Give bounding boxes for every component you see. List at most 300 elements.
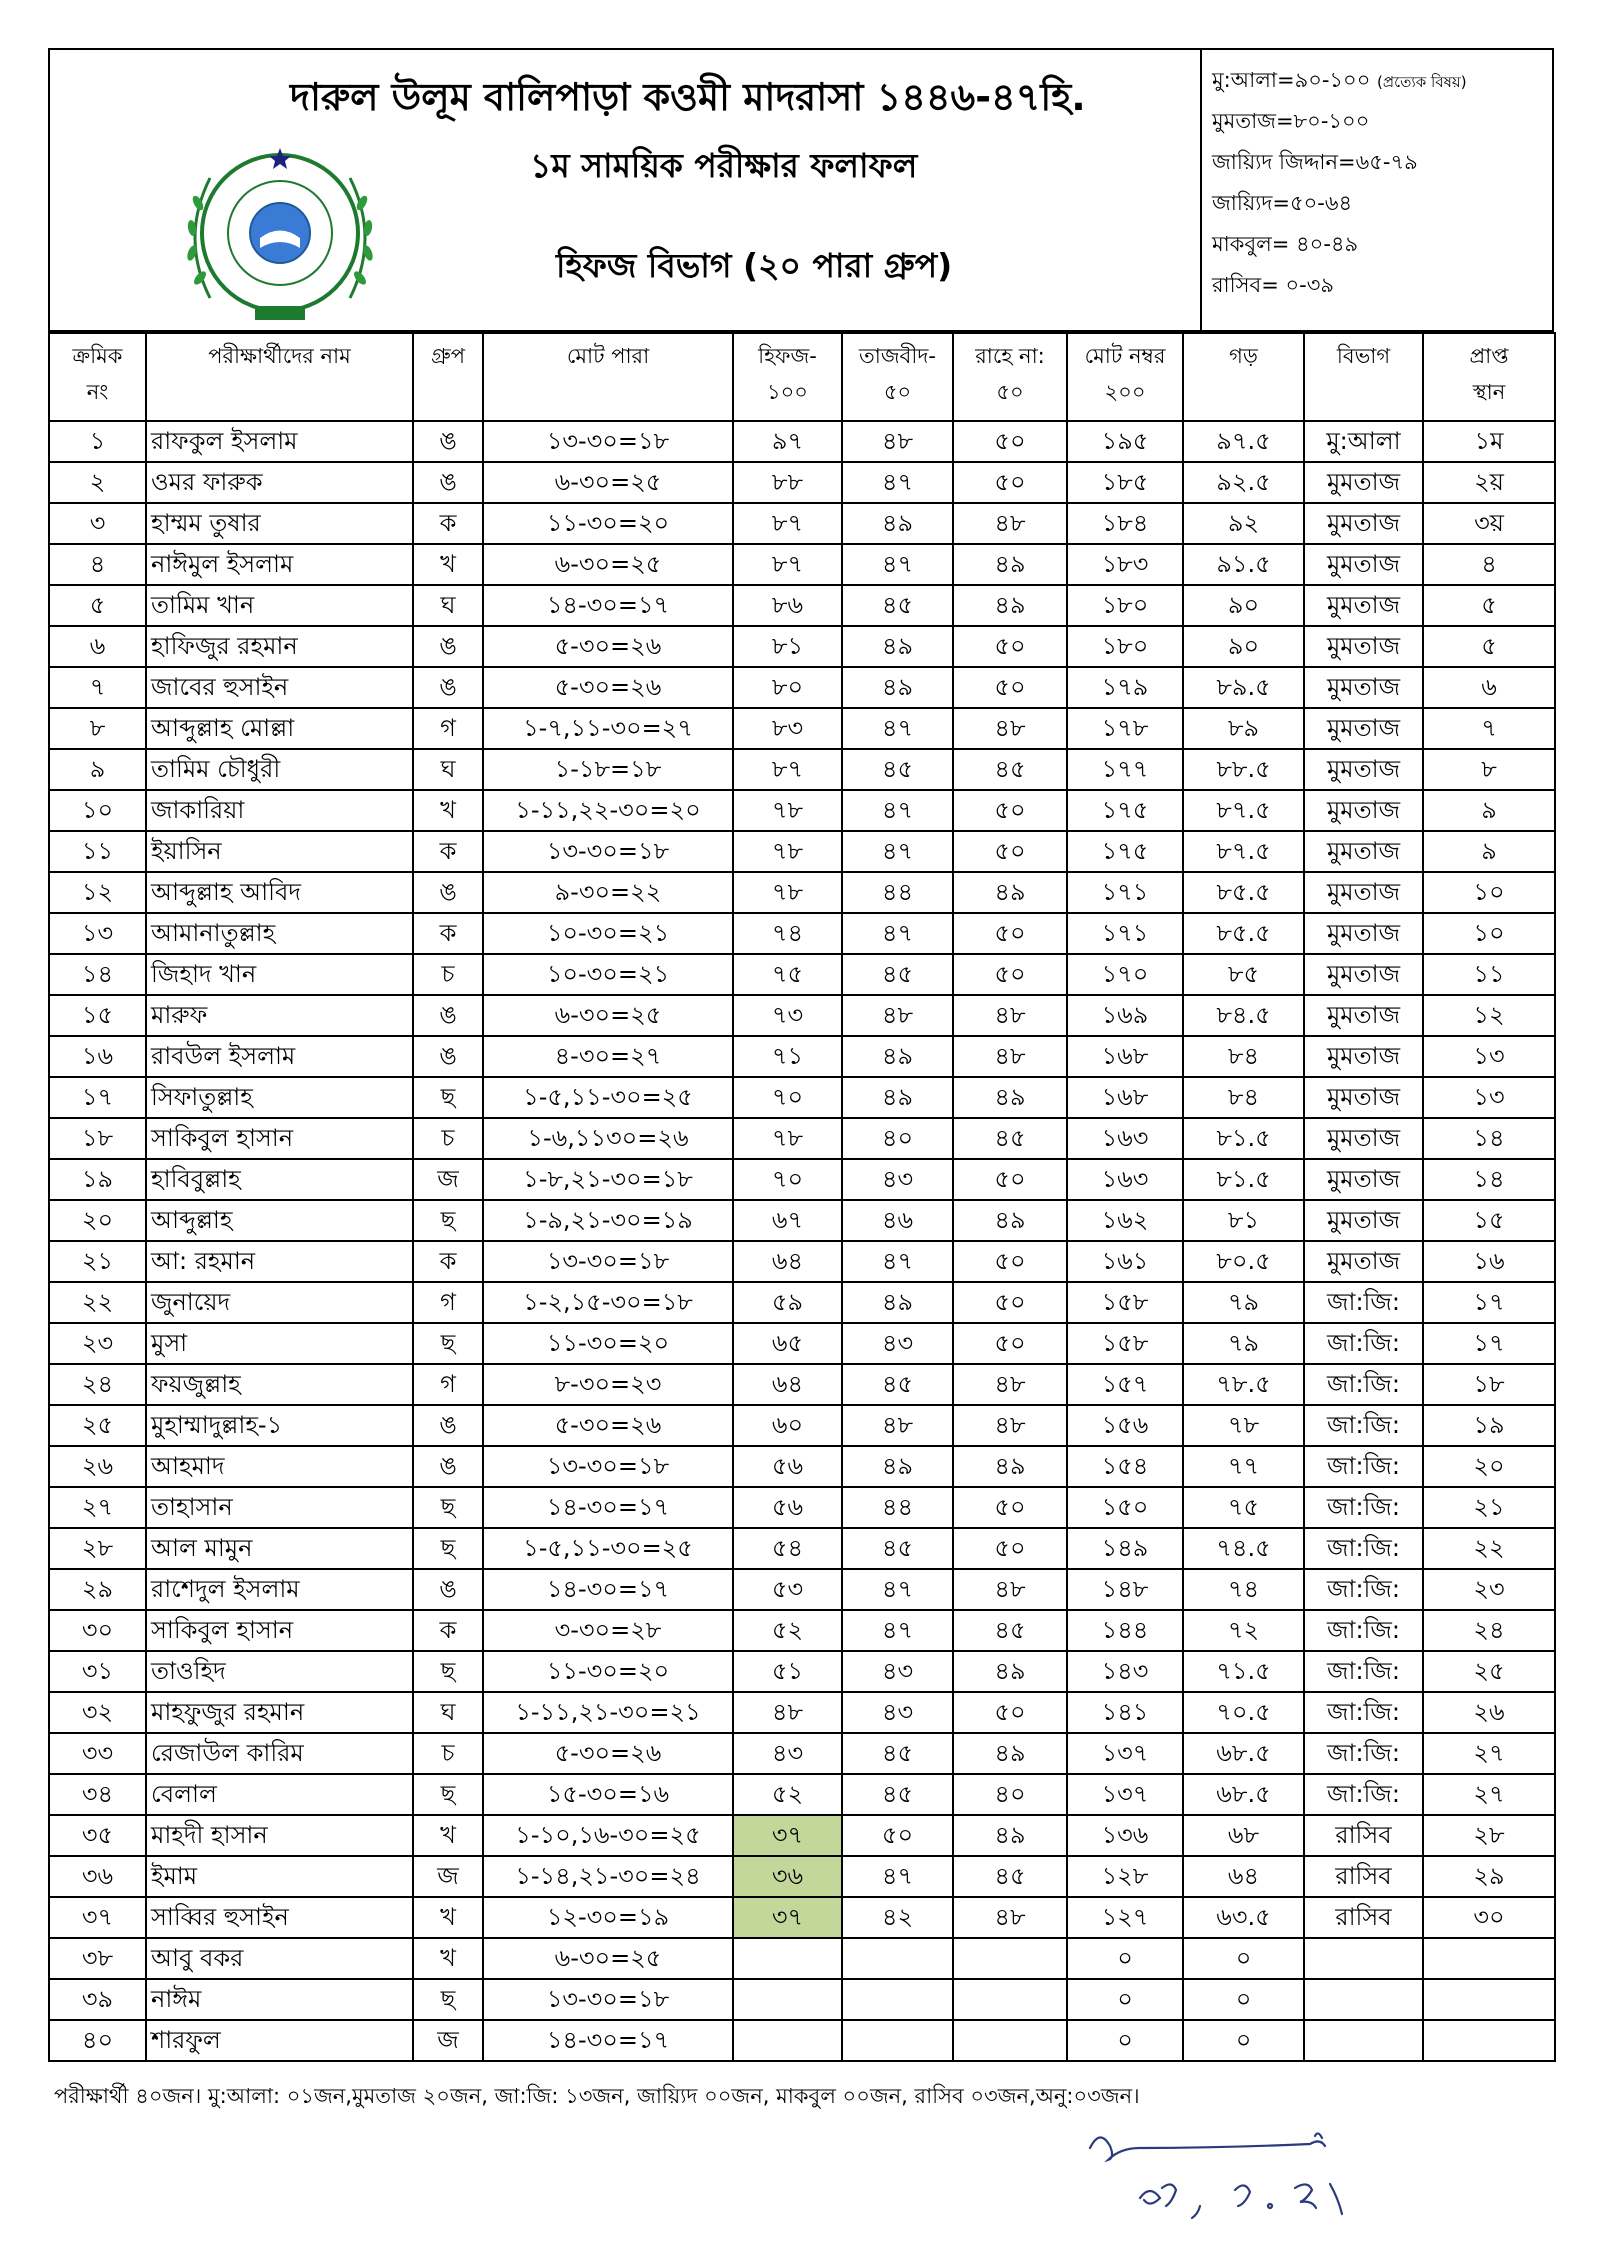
cell-total: ১৬১ (1067, 1241, 1183, 1282)
cell-average: ৮৫ (1183, 954, 1304, 995)
cell-group: ঙ (413, 995, 483, 1036)
cell-tajwid: ৪৯ (842, 1077, 953, 1118)
cell-division: জা:জি: (1304, 1446, 1423, 1487)
cell-name: সাকিবুল হাসান (146, 1118, 413, 1159)
cell-group: ঘ (413, 749, 483, 790)
cell-hifz: ৮৭ (733, 503, 842, 544)
cell-hifz: ৫২ (733, 1774, 842, 1815)
col-header-division: বিভাগ (1304, 333, 1423, 421)
cell-serial: ১ (49, 421, 146, 462)
cell-rahe: ৪৯ (953, 1446, 1067, 1487)
cell-para: ১৫-৩০=১৬ (483, 1774, 733, 1815)
table-row (49, 1159, 1555, 1200)
cell-division: মুমতাজ (1304, 1200, 1423, 1241)
cell-group: ছ (413, 1077, 483, 1118)
cell-group: ঘ (413, 1692, 483, 1733)
cell-division: মুমতাজ (1304, 626, 1423, 667)
results-table (48, 332, 1556, 2062)
grade-line: জায়্যিদ জিদ্দান=৬৫-৭৯ (1212, 150, 1418, 174)
cell-total: ১৮৪ (1067, 503, 1183, 544)
cell-serial: ৩০ (49, 1610, 146, 1651)
cell-tajwid: ৪৯ (842, 1446, 953, 1487)
cell-name: জাবের হুসাইন (146, 667, 413, 708)
table-row (49, 1774, 1555, 1815)
cell-hifz: ৫২ (733, 1610, 842, 1651)
table-row (49, 626, 1555, 667)
cell-name: বেলাল (146, 1774, 413, 1815)
table-row (49, 1200, 1555, 1241)
cell-group: ছ (413, 1979, 483, 2020)
cell-rahe (953, 1938, 1067, 1979)
cell-hifz: ৭১ (733, 1036, 842, 1077)
cell-para: ১৩-৩০=১৮ (483, 421, 733, 462)
cell-total: ১৮০ (1067, 626, 1183, 667)
cell-tajwid: ৪৩ (842, 1692, 953, 1733)
cell-group: ঙ (413, 1036, 483, 1077)
cell-total: ১৭৫ (1067, 790, 1183, 831)
cell-name: তামিম চৌধুরী (146, 749, 413, 790)
cell-total: ১৩৭ (1067, 1733, 1183, 1774)
cell-division: মুমতাজ (1304, 462, 1423, 503)
cell-name: সাব্বির হুসাইন (146, 1897, 413, 1938)
cell-group: গ (413, 1282, 483, 1323)
cell-serial: ২৬ (49, 1446, 146, 1487)
cell-rahe: ৪৯ (953, 585, 1067, 626)
cell-serial: ১৩ (49, 913, 146, 954)
cell-tajwid: ৪৮ (842, 995, 953, 1036)
cell-serial: ১৭ (49, 1077, 146, 1118)
cell-total: ০ (1067, 2020, 1183, 2061)
cell-rahe: ৫০ (953, 913, 1067, 954)
cell-rank: ১৩ (1423, 1077, 1555, 1118)
table-row (49, 667, 1555, 708)
cell-name: মুহাম্মাদুল্লাহ-১ (146, 1405, 413, 1446)
cell-division: মুমতাজ (1304, 1241, 1423, 1282)
cell-rank: ১৬ (1423, 1241, 1555, 1282)
cell-name: হাফিজুর রহমান (146, 626, 413, 667)
cell-hifz: ৭৩ (733, 995, 842, 1036)
cell-group: ছ (413, 1200, 483, 1241)
cell-total: ১২৮ (1067, 1856, 1183, 1897)
cell-division: মুমতাজ (1304, 954, 1423, 995)
cell-serial: ১৮ (49, 1118, 146, 1159)
cell-group: খ (413, 1815, 483, 1856)
cell-tajwid (842, 1979, 953, 2020)
cell-hifz (733, 2020, 842, 2061)
cell-tajwid: ৪৫ (842, 1364, 953, 1405)
cell-average: ৮১ (1183, 1200, 1304, 1241)
table-row (49, 1405, 1555, 1446)
cell-average: ৮৮.৫ (1183, 749, 1304, 790)
table-row (49, 421, 1555, 462)
cell-group: জ (413, 1856, 483, 1897)
cell-total: ১৪৮ (1067, 1569, 1183, 1610)
table-row (49, 1815, 1555, 1856)
cell-division: জা:জি: (1304, 1774, 1423, 1815)
cell-average: ৮৯ (1183, 708, 1304, 749)
cell-tajwid: ৪৩ (842, 1651, 953, 1692)
cell-division: রাসিব (1304, 1897, 1423, 1938)
cell-name: রাফকুল ইসলাম (146, 421, 413, 462)
cell-total: ১৭৯ (1067, 667, 1183, 708)
cell-average: ৯০ (1183, 585, 1304, 626)
cell-division: রাসিব (1304, 1856, 1423, 1897)
cell-total: ১৬৮ (1067, 1077, 1183, 1118)
cell-hifz: ৮৭ (733, 749, 842, 790)
cell-rahe: ৪৯ (953, 1733, 1067, 1774)
cell-para: ১১-৩০=২০ (483, 1651, 733, 1692)
cell-average: ৮০.৫ (1183, 1241, 1304, 1282)
cell-rank: ২৯ (1423, 1856, 1555, 1897)
cell-total: ১৭১ (1067, 913, 1183, 954)
cell-name: সিফাতুল্লাহ (146, 1077, 413, 1118)
cell-total: ১৩৭ (1067, 1774, 1183, 1815)
cell-division: মুমতাজ (1304, 667, 1423, 708)
cell-tajwid: ৪৫ (842, 585, 953, 626)
cell-group: ক (413, 831, 483, 872)
cell-hifz (733, 1979, 842, 2020)
cell-rahe: ৪৮ (953, 995, 1067, 1036)
grade-scale-box (1200, 48, 1554, 332)
cell-division: জা:জি: (1304, 1282, 1423, 1323)
cell-para: ১৩-৩০=১৮ (483, 831, 733, 872)
cell-para: ১১-৩০=২০ (483, 503, 733, 544)
cell-para: ১৩-৩০=১৮ (483, 1241, 733, 1282)
col-header-total: মোট নম্বর ২০০ (1067, 333, 1183, 421)
cell-rank (1423, 1938, 1555, 1979)
cell-average: ৭৮ (1183, 1405, 1304, 1446)
cell-group: খ (413, 544, 483, 585)
cell-group: ক (413, 1610, 483, 1651)
cell-division: মুমতাজ (1304, 544, 1423, 585)
cell-division: মুমতাজ (1304, 790, 1423, 831)
cell-rahe: ৪৮ (953, 1036, 1067, 1077)
cell-average: ৯৭.৫ (1183, 421, 1304, 462)
cell-serial: ৩৩ (49, 1733, 146, 1774)
cell-tajwid (842, 2020, 953, 2061)
table-row (49, 1856, 1555, 1897)
cell-para: ১৩-৩০=১৮ (483, 1979, 733, 2020)
cell-serial: ২৫ (49, 1405, 146, 1446)
cell-rank: ২১ (1423, 1487, 1555, 1528)
cell-serial: ৩৭ (49, 1897, 146, 1938)
cell-para: ১৩-৩০=১৮ (483, 1446, 733, 1487)
cell-hifz: ৫৩ (733, 1569, 842, 1610)
cell-rahe: ৪৯ (953, 1200, 1067, 1241)
cell-name: ইয়াসিন (146, 831, 413, 872)
cell-group: ঙ (413, 1569, 483, 1610)
cell-rahe: ৪০ (953, 1774, 1067, 1815)
cell-rahe: ৫০ (953, 1241, 1067, 1282)
cell-division: জা:জি: (1304, 1323, 1423, 1364)
cell-average: ৮৭.৫ (1183, 831, 1304, 872)
cell-total: ১২৭ (1067, 1897, 1183, 1938)
cell-division: জা:জি: (1304, 1528, 1423, 1569)
table-row (49, 1528, 1555, 1569)
cell-tajwid: ৪৮ (842, 1405, 953, 1446)
cell-tajwid: ৪৯ (842, 1282, 953, 1323)
cell-total: ১৯৫ (1067, 421, 1183, 462)
cell-average: ৭৯ (1183, 1323, 1304, 1364)
cell-para: ১১-৩০=২০ (483, 1323, 733, 1364)
cell-serial: ৩ (49, 503, 146, 544)
cell-hifz: ৬৪ (733, 1241, 842, 1282)
department-title: হিফজ বিভাগ (২০ পারা গ্রুপ) (556, 246, 953, 285)
cell-hifz: ৭৮ (733, 1118, 842, 1159)
cell-rahe: ৫০ (953, 790, 1067, 831)
cell-serial: ২৭ (49, 1487, 146, 1528)
table-row (49, 1979, 1555, 2020)
table-row (49, 872, 1555, 913)
cell-average: ৭৭ (1183, 1446, 1304, 1487)
cell-total: ১৫৮ (1067, 1282, 1183, 1323)
table-row (49, 462, 1555, 503)
table-row (49, 585, 1555, 626)
cell-rank: ১১ (1423, 954, 1555, 995)
cell-group: চ (413, 954, 483, 995)
cell-name: আব্দুল্লাহ আবিদ (146, 872, 413, 913)
cell-name: জাকারিয়া (146, 790, 413, 831)
table-row (49, 954, 1555, 995)
cell-name: আমানাতুল্লাহ (146, 913, 413, 954)
cell-serial: ১১ (49, 831, 146, 872)
cell-rank: ১৭ (1423, 1282, 1555, 1323)
cell-para: ১-১০,১৬-৩০=২৫ (483, 1815, 733, 1856)
cell-total: ১৫৬ (1067, 1405, 1183, 1446)
cell-total: ১৬৩ (1067, 1118, 1183, 1159)
cell-tajwid: ৪০ (842, 1118, 953, 1159)
cell-para: ৫-৩০=২৬ (483, 626, 733, 667)
cell-hifz: ৭৮ (733, 790, 842, 831)
cell-rank: ১৪ (1423, 1159, 1555, 1200)
cell-division: জা:জি: (1304, 1610, 1423, 1651)
cell-para: ৫-৩০=২৬ (483, 667, 733, 708)
cell-group: খ (413, 790, 483, 831)
cell-division: মুমতাজ (1304, 503, 1423, 544)
cell-division: রাসিব (1304, 1815, 1423, 1856)
cell-tajwid: ৪৯ (842, 667, 953, 708)
cell-serial: ১৫ (49, 995, 146, 1036)
cell-total: ১৪৯ (1067, 1528, 1183, 1569)
cell-serial: ১৯ (49, 1159, 146, 1200)
cell-average: ৮১.৫ (1183, 1159, 1304, 1200)
cell-serial: ৩৯ (49, 1979, 146, 2020)
cell-rahe: ৫০ (953, 831, 1067, 872)
table-row (49, 503, 1555, 544)
cell-average: ০ (1183, 2020, 1304, 2061)
summary-footer: পরীক্ষার্থী ৪০জন। মু:আলা: ০১জন,মুমতাজ ২০জন, জা:জি: ১৩জন, জায়্যিদ ০০জন, মাকবুল ০০জন, রাসিব ০৩জন,অনু:০৩জন। (54, 2084, 1140, 2108)
cell-rank: ৯ (1423, 831, 1555, 872)
grade-line: মাকবুল= ৪০-৪৯ (1212, 232, 1359, 256)
cell-hifz: ৮৩ (733, 708, 842, 749)
cell-average: ৭০.৫ (1183, 1692, 1304, 1733)
cell-rank: ১২ (1423, 995, 1555, 1036)
cell-average: ৯০ (1183, 626, 1304, 667)
cell-name: সাকিবুল হাসান (146, 1610, 413, 1651)
cell-group: গ (413, 708, 483, 749)
table-row (49, 708, 1555, 749)
cell-group: গ (413, 1364, 483, 1405)
cell-rahe: ৪৫ (953, 1856, 1067, 1897)
cell-tajwid: ৫০ (842, 1815, 953, 1856)
cell-rahe (953, 1979, 1067, 2020)
cell-para: ১-১১,২২-৩০=২০ (483, 790, 733, 831)
table-row (49, 1323, 1555, 1364)
cell-rahe: ৫০ (953, 667, 1067, 708)
table-row (49, 1118, 1555, 1159)
cell-group: ঙ (413, 462, 483, 503)
cell-division (1304, 2020, 1423, 2061)
results-body (49, 421, 1555, 2061)
cell-serial: ৯ (49, 749, 146, 790)
cell-division: মুমতাজ (1304, 913, 1423, 954)
table-row (49, 1077, 1555, 1118)
cell-rahe: ৪৮ (953, 708, 1067, 749)
cell-total: ১৭০ (1067, 954, 1183, 995)
cell-hifz: ৮৮ (733, 462, 842, 503)
cell-tajwid: ৪৭ (842, 1569, 953, 1610)
cell-name: শারফুল (146, 2020, 413, 2061)
cell-division: মুমতাজ (1304, 585, 1423, 626)
cell-average: ৯১.৫ (1183, 544, 1304, 585)
cell-name: রাশেদুল ইসলাম (146, 1569, 413, 1610)
table-row (49, 1364, 1555, 1405)
table-row (49, 1610, 1555, 1651)
cell-division: মুমতাজ (1304, 1077, 1423, 1118)
cell-total: ১৬২ (1067, 1200, 1183, 1241)
table-row (49, 1651, 1555, 1692)
cell-para: ১-১৪,২১-৩০=২৪ (483, 1856, 733, 1897)
cell-name: তাহাসান (146, 1487, 413, 1528)
cell-serial: ৫ (49, 585, 146, 626)
cell-serial: ৩৫ (49, 1815, 146, 1856)
cell-total: ১৫৪ (1067, 1446, 1183, 1487)
cell-tajwid: ৪২ (842, 1897, 953, 1938)
cell-serial: ২ (49, 462, 146, 503)
table-header-row (49, 333, 1555, 421)
cell-rahe: ৪৯ (953, 1651, 1067, 1692)
cell-name: আহমাদ (146, 1446, 413, 1487)
cell-para: ৬-৩০=২৫ (483, 544, 733, 585)
cell-division: মুমতাজ (1304, 708, 1423, 749)
madrasa-logo-emblem (170, 128, 390, 338)
cell-division: মুমতাজ (1304, 1159, 1423, 1200)
cell-para: ৫-৩০=২৬ (483, 1405, 733, 1446)
cell-tajwid: ৪৭ (842, 544, 953, 585)
cell-hifz: ৫৬ (733, 1446, 842, 1487)
cell-group: ক (413, 1241, 483, 1282)
cell-total: ১৫৮ (1067, 1323, 1183, 1364)
cell-name: জিহাদ খান (146, 954, 413, 995)
cell-para: ১-১৮=১৮ (483, 749, 733, 790)
cell-division: জা:জি: (1304, 1651, 1423, 1692)
cell-division: মুমতাজ (1304, 749, 1423, 790)
cell-serial: ২৯ (49, 1569, 146, 1610)
cell-tajwid: ৪৯ (842, 503, 953, 544)
cell-division: মুমতাজ (1304, 995, 1423, 1036)
cell-rahe: ৪৯ (953, 1815, 1067, 1856)
cell-rahe: ৪৮ (953, 1569, 1067, 1610)
cell-group: ঙ (413, 667, 483, 708)
handwritten-signature (1080, 2118, 1400, 2228)
cell-average: ৮১.৫ (1183, 1118, 1304, 1159)
cell-average: ৮৯.৫ (1183, 667, 1304, 708)
cell-hifz: ৬৫ (733, 1323, 842, 1364)
cell-name: ইমাম (146, 1856, 413, 1897)
cell-rank: ২০ (1423, 1446, 1555, 1487)
cell-hifz: ৫৯ (733, 1282, 842, 1323)
cell-para: ১-৮,২১-৩০=১৮ (483, 1159, 733, 1200)
cell-average: ৮৪.৫ (1183, 995, 1304, 1036)
table-row (49, 790, 1555, 831)
cell-tajwid: ৪৭ (842, 1241, 953, 1282)
cell-group: ক (413, 503, 483, 544)
cell-tajwid: ৪৩ (842, 1323, 953, 1364)
cell-total: ১৫০ (1067, 1487, 1183, 1528)
cell-tajwid: ৪৫ (842, 954, 953, 995)
cell-division: জা:জি: (1304, 1692, 1423, 1733)
cell-name: আল মামুন (146, 1528, 413, 1569)
cell-average: ৬৪ (1183, 1856, 1304, 1897)
cell-rahe: ৪৫ (953, 1118, 1067, 1159)
cell-para: ১-২,১৫-৩০=১৮ (483, 1282, 733, 1323)
cell-tajwid: ৪৬ (842, 1200, 953, 1241)
cell-total: ১৬৩ (1067, 1159, 1183, 1200)
cell-tajwid: ৪৫ (842, 1733, 953, 1774)
cell-rahe: ৫০ (953, 421, 1067, 462)
cell-group: খ (413, 1938, 483, 1979)
cell-name: জুনায়েদ (146, 1282, 413, 1323)
cell-hifz: ৫৬ (733, 1487, 842, 1528)
cell-tajwid: ৪৩ (842, 1159, 953, 1200)
cell-serial: ৮ (49, 708, 146, 749)
cell-total: ১৪৪ (1067, 1610, 1183, 1651)
cell-serial: ৬ (49, 626, 146, 667)
cell-group: জ (413, 1159, 483, 1200)
cell-rahe: ৫০ (953, 1159, 1067, 1200)
cell-hifz: ৭০ (733, 1077, 842, 1118)
cell-serial: ৩৪ (49, 1774, 146, 1815)
cell-tajwid: ৪৭ (842, 1610, 953, 1651)
cell-para: ১৪-৩০=১৭ (483, 1487, 733, 1528)
cell-name: মারুফ (146, 995, 413, 1036)
cell-rank: ১ম (1423, 421, 1555, 462)
cell-rahe: ৪৯ (953, 544, 1067, 585)
cell-hifz: ৩৬ (733, 1856, 842, 1897)
cell-average: ৭৮.৫ (1183, 1364, 1304, 1405)
cell-hifz: ৭৮ (733, 872, 842, 913)
cell-rank (1423, 2020, 1555, 2061)
cell-division: জা:জি: (1304, 1487, 1423, 1528)
cell-average: ৭৪ (1183, 1569, 1304, 1610)
cell-hifz: ৬৭ (733, 1200, 842, 1241)
cell-division: মুমতাজ (1304, 831, 1423, 872)
cell-tajwid: ৪৭ (842, 708, 953, 749)
table-row (49, 1897, 1555, 1938)
cell-para: ১০-৩০=২১ (483, 913, 733, 954)
cell-serial: ৩৬ (49, 1856, 146, 1897)
cell-group: খ (413, 1897, 483, 1938)
col-header-average: গড় (1183, 333, 1304, 421)
cell-serial: ৪০ (49, 2020, 146, 2061)
cell-average: ৭৯ (1183, 1282, 1304, 1323)
cell-tajwid: ৪৭ (842, 913, 953, 954)
cell-total: ১৪৩ (1067, 1651, 1183, 1692)
cell-hifz: ৮০ (733, 667, 842, 708)
cell-hifz: ৩৭ (733, 1815, 842, 1856)
table-row (49, 1733, 1555, 1774)
cell-average: ৭৪.৫ (1183, 1528, 1304, 1569)
